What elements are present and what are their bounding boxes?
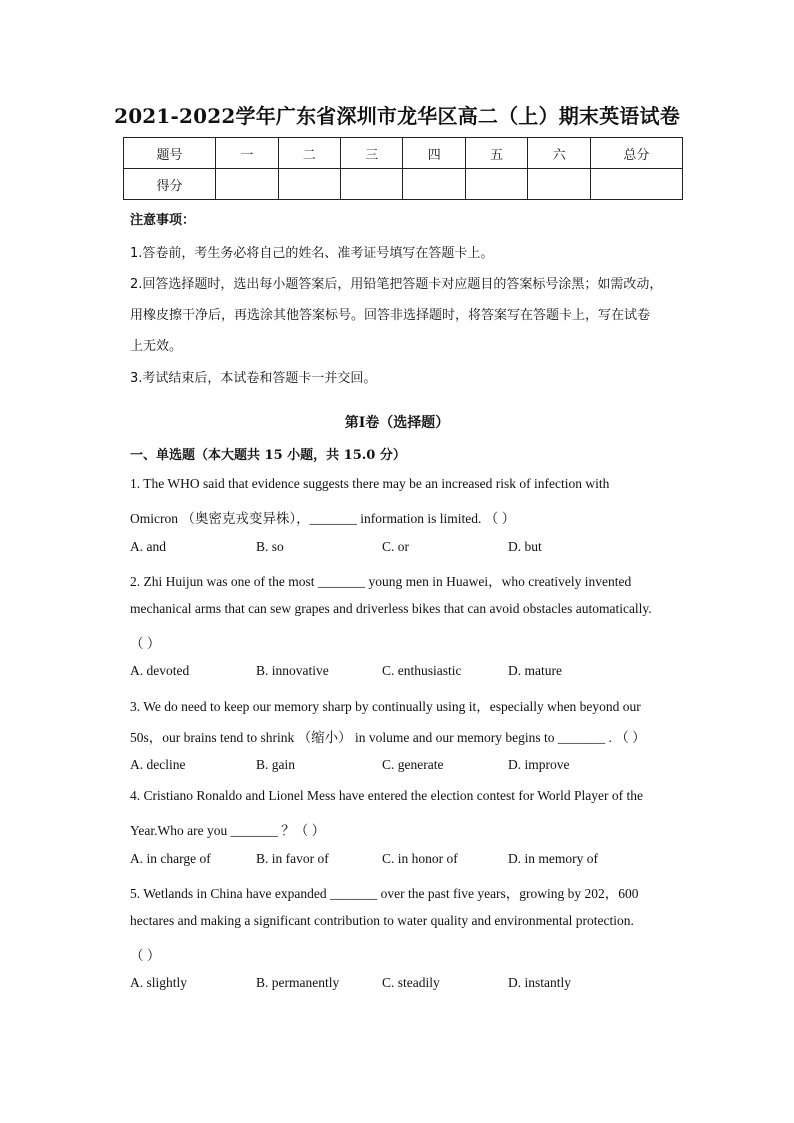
option-c[interactable]: C. generate — [382, 757, 444, 772]
score-row-label: 得分 — [124, 169, 216, 200]
option-c[interactable]: C. or — [382, 539, 409, 554]
score-header-cell: 总分 — [590, 138, 682, 169]
question-text-line: hectares and making a significant contribution to water quality and environmental protection. — [130, 913, 634, 928]
option-d[interactable]: D. instantly — [508, 975, 571, 990]
section-title: 第Ⅰ卷（选择题） — [344, 415, 450, 431]
score-cell — [528, 169, 590, 200]
score-header-cell: 三 — [341, 138, 403, 169]
option-b[interactable]: B. gain — [256, 757, 295, 772]
question-text-line: 2. Zhi Huijun was one of the most _______ young men in Huawei，who creatively invented — [130, 574, 632, 589]
option-a[interactable]: A. devoted — [130, 663, 190, 678]
score-header-cell: 五 — [465, 138, 527, 169]
score-table — [123, 137, 683, 200]
score-cell — [341, 169, 403, 200]
score-cell — [278, 169, 340, 200]
option-b[interactable]: B. in favor of — [256, 851, 329, 866]
notice-line: 2.回答选择题时，选出每小题答案后，用铅笔把答题卡对应题目的答案标号涂黑；如需改动， — [130, 277, 663, 292]
question-text-line: 1. The WHO said that evidence suggests there may be an increased risk of infection with — [130, 476, 610, 491]
question-text-line: Year.Who are you _______ ？（ ） — [130, 823, 326, 838]
question-text-line: mechanical arms that can sew grapes and driverless bikes that can avoid obstacles automatically. — [130, 601, 652, 616]
part-title: 一、单选题（本大题共 15 小题，共 15.0 分） — [130, 448, 406, 463]
option-d[interactable]: D. but — [508, 539, 542, 554]
question-text-line: Omicron （奥密克戎变异株），_______ information is limited. （ ） — [130, 511, 516, 526]
score-header-cell: 六 — [528, 138, 590, 169]
option-c[interactable]: C. enthusiastic — [382, 663, 462, 678]
score-header-cell: 一 — [216, 138, 278, 169]
question-text-line: （ ） — [130, 948, 161, 963]
exam-title: 2021-2022学年广东省深圳市龙华区高二（上）期末英语试卷 — [114, 104, 680, 128]
notice-line: 1.答卷前，考生务必将自己的姓名、准考证号填写在答题卡上。 — [130, 246, 494, 261]
option-a[interactable]: A. in charge of — [130, 851, 211, 866]
option-b[interactable]: B. permanently — [256, 975, 340, 990]
option-a[interactable]: A. decline — [130, 757, 186, 772]
notice-line: 用橡皮擦干净后，再选涂其他答案标号。回答非选择题时，将答案写在答题卡上，写在试卷 — [130, 308, 651, 323]
option-d[interactable]: D. mature — [508, 663, 562, 678]
question-text-line: 4. Cristiano Ronaldo and Lionel Mess have entered the election contest for World Player of the — [130, 788, 644, 803]
option-c[interactable]: C. steadily — [382, 975, 440, 990]
score-table-header-row — [124, 138, 683, 169]
question-text-line: （ ） — [130, 636, 161, 651]
score-table-score-row — [124, 169, 683, 200]
option-a[interactable]: A. and — [130, 539, 166, 554]
score-cell — [590, 169, 682, 200]
notice-line: 上无效。 — [130, 339, 183, 354]
option-d[interactable]: D. improve — [508, 757, 570, 772]
option-b[interactable]: B. so — [256, 539, 284, 554]
score-header-cell: 四 — [403, 138, 465, 169]
option-d[interactable]: D. in memory of — [508, 851, 598, 866]
notice-heading: 注意事项： — [130, 213, 196, 228]
score-cell — [403, 169, 465, 200]
question-text-line: 50s，our brains tend to shrink （缩小） in volume and our memory begins to _______ . （ ） — [130, 730, 646, 745]
score-cell — [465, 169, 527, 200]
question-text-line: 3. We do need to keep our memory sharp by continually using it，especially when beyond our — [130, 699, 641, 714]
score-cell — [216, 169, 278, 200]
score-header-cell: 二 — [278, 138, 340, 169]
notice-line: 3.考试结束后，本试卷和答题卡一并交回。 — [130, 371, 377, 386]
option-c[interactable]: C. in honor of — [382, 851, 458, 866]
option-b[interactable]: B. innovative — [256, 663, 329, 678]
option-a[interactable]: A. slightly — [130, 975, 188, 990]
score-header-cell: 题号 — [124, 138, 216, 169]
question-text-line: 5. Wetlands in China have expanded _______ over the past five years，growing by 202，600 — [130, 886, 639, 901]
